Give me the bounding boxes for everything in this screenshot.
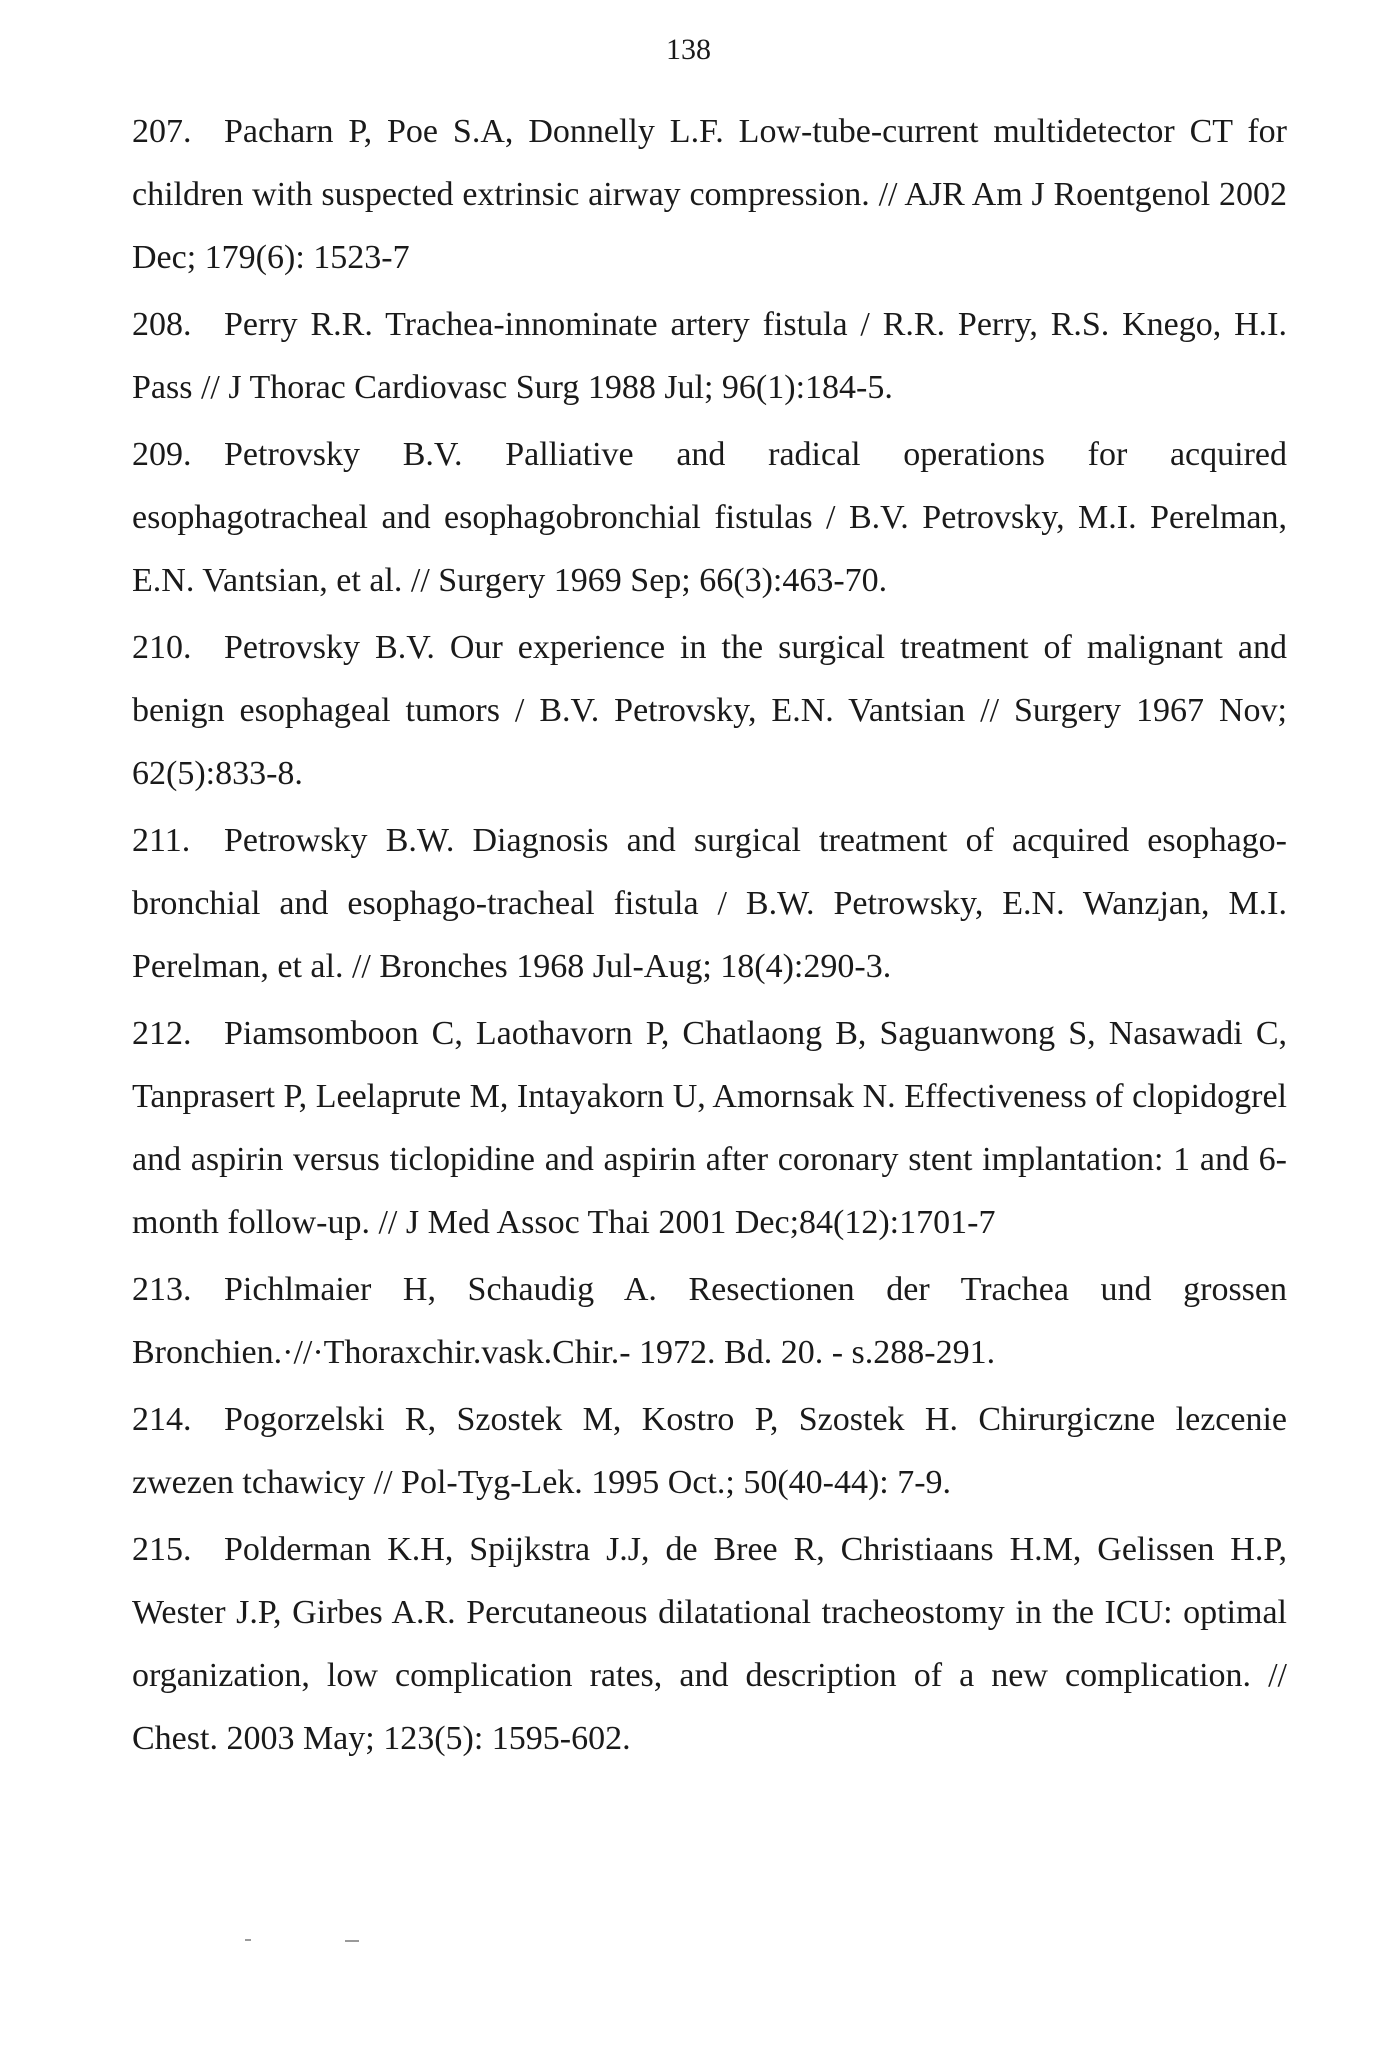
reference-item (132, 616, 1287, 805)
reference-number: 210. (132, 629, 192, 666)
reference-number: 209. (132, 436, 192, 473)
reference-text: Piamsomboon C, Laothavorn P, Chatlaong B, Saguanwong S, Nasawadi C, Tanprasert P, Leelaprute M, Intayakorn U, Amornsak N. Effectiveness of clopidogrel and aspirin versus ticlopidine and aspirin after coronary stent implantation: 1 and 6-month follow-up. // J Med Assoc Thai 2001 Dec;84(12):1701-7 (132, 1015, 1287, 1241)
reference-text: Perry R.R. Trachea-innominate artery fistula / R.R. Perry, R.S. Knego, H.I. Pass // J Thorac Cardiovasc Surg 1988 Jul; 96(1):184-5. (132, 306, 1287, 406)
reference-text: Polderman K.H, Spijkstra J.J, de Bree R, Christiaans H.M, Gelissen H.P, Wester J.P, Girbes A.R. Percutaneous dilatational tracheostomy in the ICU: optimal organization, low complication rates, and description of a new complication. // Chest. 2003 May; 123(5): 1595-602. (132, 1531, 1287, 1757)
reference-item (132, 293, 1287, 419)
reference-item (132, 1518, 1287, 1770)
reference-item (132, 809, 1287, 998)
reference-text: Pacharn P, Poe S.A, Donnelly L.F. Low-tube-current multidetector CT for children with suspected extrinsic airway compression. // AJR Am J Roentgenol 2002 Dec; 179(6): 1523-7 (132, 113, 1287, 276)
reference-text: Petrowsky B.W. Diagnosis and surgical treatment of acquired esophago-bronchial and esophago-tracheal fistula / B.W. Petrowsky, E.N. Wanzjan, M.I. Perelman, et al. // Bronches 1968 Jul-Aug; 18(4):290-3. (132, 822, 1287, 985)
reference-list (132, 100, 1287, 1774)
reference-item (132, 1002, 1287, 1254)
reference-number: 214. (132, 1401, 192, 1438)
reference-item (132, 1388, 1287, 1514)
reference-text: Petrovsky B.V. Palliative and radical operations for acquired esophagotracheal and esophagobronchial fistulas / B.V. Petrovsky, M.I. Perelman, E.N. Vantsian, et al. // Surgery 1969 Sep; 66(3):463-70. (132, 436, 1287, 599)
reference-number: 207. (132, 113, 192, 150)
reference-item (132, 100, 1287, 289)
reference-number: 212. (132, 1015, 192, 1052)
scan-artifact-mark (345, 1940, 359, 1942)
reference-item (132, 1258, 1287, 1384)
reference-text: Petrovsky B.V. Our experience in the surgical treatment of malignant and benign esophageal tumors / B.V. Petrovsky, E.N. Vantsian // Surgery 1967 Nov; 62(5):833-8. (132, 629, 1287, 792)
reference-number: 215. (132, 1531, 192, 1568)
reference-text: Pogorzelski R, Szostek M, Kostro P, Szostek H. Chirurgiczne lezcenie zwezen tchawicy // Pol-Tyg-Lek. 1995 Oct.; 50(40-44): 7-9. (132, 1401, 1287, 1501)
reference-number: 213. (132, 1271, 192, 1308)
reference-text: Pichlmaier H, Schaudig A. Resectionen der Trachea und grossen Bronchien.·//·Thoraxchir.vask.Chir.- 1972. Bd. 20. - s.288-291. (132, 1271, 1287, 1371)
reference-number: 208. (132, 306, 192, 343)
page-number: 138 (666, 33, 711, 66)
scan-artifact-mark (245, 1939, 251, 1941)
reference-number: 211. (132, 822, 191, 859)
reference-item (132, 423, 1287, 612)
